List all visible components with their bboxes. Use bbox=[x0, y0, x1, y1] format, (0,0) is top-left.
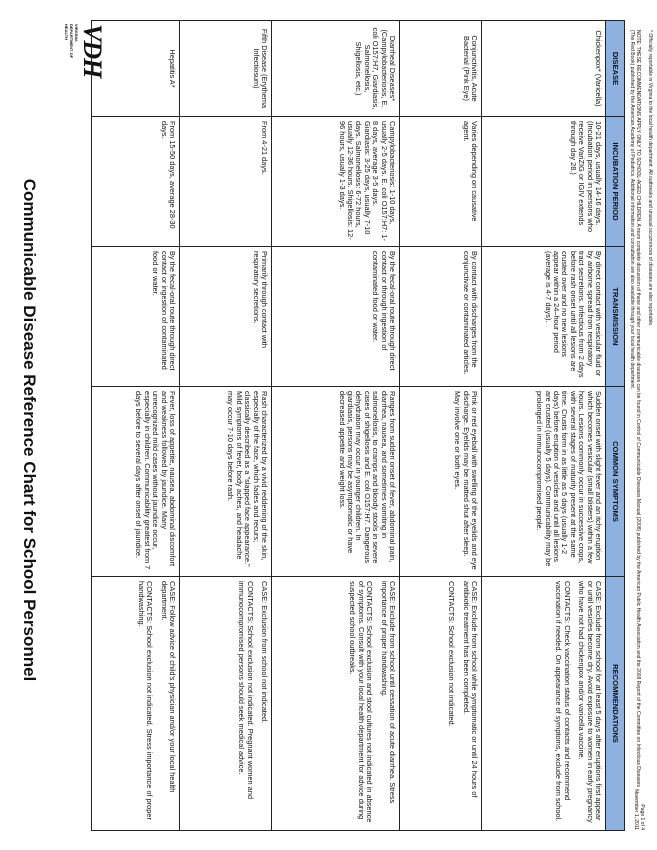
incubation-cell: 10-21 days, usually 14-16 days. (Incubation period in persons who receive VariZIG or IGIV extends through day 28.) bbox=[482, 117, 606, 247]
incubation-cell: From 15-50 days, average 28-30 days. bbox=[92, 117, 180, 247]
incubation-cell: From 4-21 days. bbox=[180, 117, 272, 247]
column-header-transmission: TRANSMISSION bbox=[606, 247, 625, 387]
page-title: Communicable Disease Reference Chart for School Personnel bbox=[20, 178, 39, 682]
table-header-row bbox=[606, 21, 625, 831]
symptoms-cell: Ranges from sudden onset of fever, abdominal pain, diarrhea, nausea, and sometimes vomiting in salmonellosis, to cramps and bloody stools in severe cases of shigellosis and E. coli O157:H7. Dangerous dehydration may occur in younger children. In giardiasis, persons may be asymptomatic or have decreased appetite and weight loss. bbox=[272, 387, 400, 577]
page-info bbox=[633, 760, 645, 830]
disease-table bbox=[91, 20, 625, 831]
incubation-cell: Campylobacteriosis: 1-10 days, usually 2-5 days. E. coli O157:H7: 1-8 days, average 3-5 days. Giardiasis: 3-25 days, usually 7-10 days. Salmonellosis: 6-72 hours, usually 12-36 hours. Shigellosis: 12-96 hours, usually 1-3 days. bbox=[272, 117, 400, 247]
recommendation-contacts: CONTACTS: School exclusion not indicated. bbox=[447, 581, 457, 727]
transmission-cell: By the fecal-oral route through direct contact or through ingestion of contaminated food or water. bbox=[272, 247, 400, 387]
column-header-symptoms: COMMON SYMPTOMS bbox=[606, 387, 625, 577]
recommendations-cell bbox=[272, 577, 400, 831]
disease-cell: Conjunctivitis, Acute Bacterial (Pink Eye) bbox=[400, 21, 482, 117]
table-row bbox=[272, 21, 400, 831]
recommendations-cell bbox=[400, 577, 482, 831]
recommendations-cell bbox=[180, 577, 272, 831]
recommendation-case: CASE: Exclude from school while symptomatic or until 24 hours of antibiotic treatment has been completed. bbox=[461, 581, 479, 798]
table-row bbox=[482, 21, 606, 831]
recommendation-contacts: CONTACTS: School exclusion not indicated. Stress importance of proper handwashing. bbox=[136, 581, 155, 820]
footer-footnote: * Officially reportable in Virginia to the local health department. All outbreaks and unusual occurrences of diseases are also reportable. bbox=[647, 30, 653, 327]
recommendation-case: CASE: Follow advice of child's physician and/or your local health department. bbox=[159, 581, 177, 793]
logo-subtitle: VIRGINIA DEPARTMENT OF HEALTH bbox=[64, 24, 79, 59]
incubation-cell: Varies depending on causative agent. bbox=[400, 117, 482, 247]
symptoms-cell: Pink or red eyeball with swelling of the eyelids and eye discharge. Eyelids may be matted shut after sleep. May involve one or both eyes. bbox=[400, 387, 482, 577]
transmission-cell: Primarily through contact with respiratory secretions. bbox=[180, 247, 272, 387]
recommendation-case: CASE: Exclude from school for at least 5 days after eruptions first appear or until vesicles become dry. Avoid exposure to women in early pregnancy who have not had chickenpox and/or varicella vaccine. bbox=[577, 581, 603, 823]
recommendation-contacts: CONTACTS: Check vaccination status of contacts and recommend vaccination if needed. On appearance of symptoms, exclude from school. bbox=[554, 581, 572, 822]
transmission-cell: By contact with discharges from the conjunctivae or contaminated articles. bbox=[400, 247, 482, 387]
symptoms-cell: Fever, loss of appetite, nausea, abdominal discomfort and weakness followed by jaundice. Many unrecognized mild cases without jaundice occur, especially in children. Communicability greatest from 7 days before to several days after onset of jaundice. bbox=[92, 387, 180, 577]
table-row bbox=[400, 21, 482, 831]
disease-cell: Fifth Disease (Erythema Infectiosum) bbox=[180, 21, 272, 117]
recommendation-contacts: CONTACTS: School exclusion and stool cultures not indicated in absence of symptoms. Consult with your local health department for advice during suspected school outbreaks. bbox=[348, 581, 375, 823]
recommendations-cell bbox=[92, 577, 180, 831]
recommendation-contacts: CONTACTS: School exclusion not indicated. Pregnant women and immunocompromised persons should seek medical advice. bbox=[237, 581, 255, 799]
recommendations-cell bbox=[482, 577, 606, 831]
logo-text: VDH bbox=[78, 24, 107, 78]
recommendation-case: CASE: Exclude from school until cessation of acute diarrhea. Stress importance of proper handwashing. bbox=[379, 581, 397, 804]
table-row bbox=[180, 21, 272, 831]
symptoms-cell: Sudden onset with slight fever and an itchy eruption which becomes vesicular (small blisters) within a few hours. Lesions commonly occur in successive crops, with several stages of maturity present at the same time. Crusts form in as little as 5 days (usually 1-2 days) before eruption of vesicles and until all lesions are crusted (usually 5 days). Communicability may be prolonged in immunocompromised people. bbox=[482, 387, 606, 577]
table-row bbox=[92, 21, 180, 831]
transmission-cell: By the fecal-oral route through direct contact or ingestion of contaminated food or water. bbox=[92, 247, 180, 387]
revision-date: November 1, 2011 bbox=[633, 789, 639, 830]
transmission-cell: By direct contact with vesicular fluid or by airborne spread from respiratory tract secretions. Infectious from 2 days before rash onset until all lesions are crusted over and no new lesions appear within a 24–hour period (average is 4-7 days). bbox=[482, 247, 606, 387]
recommendation-case: CASE: Exclusion from school not indicated. bbox=[260, 581, 269, 724]
symptoms-cell: Rash characterized by a vivid reddening of the skin, especially of the face, which fades and recurs; classically described as a "slapped face appearance." Mild symptoms of fever, body aches, and headache may occur 7-10 days before rash. bbox=[180, 387, 272, 577]
disease-cell: Chickenpox* (Varicella) bbox=[482, 21, 606, 117]
footer-note: NOTE: THESE RECOMMENDATIONS APPLY ONLY TO SCHOOL-AGED CHILDREN. A more complete discussion of these and other communicable diseases can be found in Control of Communicable Diseases Manual (2008) published by the American Public Health Association and the 2009 Report of the Committee on Infectious Diseases (The Red Book) published by the American Academy of Pediatrics. Additional information and consultation are also available through your local health department. bbox=[629, 30, 641, 787]
column-header-disease: DISEASE bbox=[606, 21, 625, 117]
disease-cell: Hepatitis A* bbox=[92, 21, 180, 117]
page-number: Page 1 of 4 bbox=[639, 804, 645, 830]
column-header-incubation: INCUBATION PERIOD bbox=[606, 117, 625, 247]
disease-cell: Diarrheal Diseases* (Campylobacteriosis, E. coli O157:H7, Giardiasis, Salmonellosis, Shigellosis, etc.) bbox=[272, 21, 400, 117]
column-header-recommendations: RECOMMENDATIONS bbox=[606, 577, 625, 831]
